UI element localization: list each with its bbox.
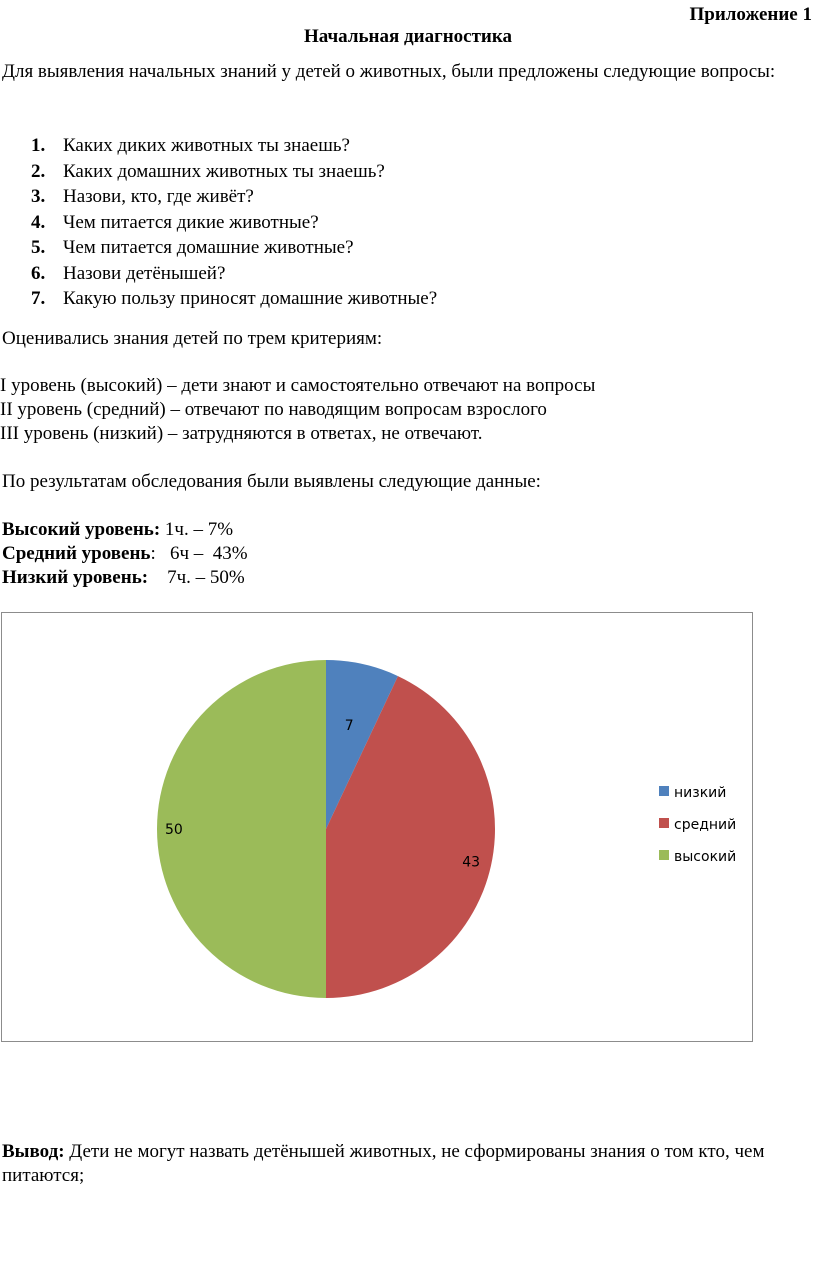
legend-swatch <box>659 786 669 796</box>
question-text: Каких домашних животных ты знаешь? <box>63 160 385 182</box>
list-number: 1. <box>31 135 46 156</box>
data-label: 43 <box>462 854 481 871</box>
question-text: Каких диких животных ты знаешь? <box>63 135 350 156</box>
list-item <box>0 159 437 185</box>
data-label: 7 <box>344 718 354 735</box>
conclusion-label: Вывод: <box>2 1141 65 1162</box>
conclusion-paragraph <box>2 1140 812 1188</box>
pie-chart <box>2 613 752 1041</box>
list-item <box>0 235 437 261</box>
result-medium <box>2 542 248 566</box>
list-number: 2. <box>31 160 46 182</box>
question-text: Назови детёнышей? <box>63 262 226 284</box>
result-value: : 6ч – 43% <box>150 543 248 564</box>
result-label: Средний уровень <box>2 543 151 564</box>
criteria-intro: Оценивались знания детей по трем критериям: <box>2 328 383 349</box>
question-text: Чем питается домашние животные? <box>63 237 354 258</box>
result-value: 1ч. – 7% <box>160 519 234 540</box>
list-number: 4. <box>31 211 46 233</box>
legend-label: высокий <box>674 849 737 865</box>
chart-frame <box>1 612 753 1042</box>
question-text: Назови, кто, где живёт? <box>63 186 254 207</box>
questions-list <box>0 133 437 312</box>
level-line-3: III уровень (низкий) – затрудняются в ответах, не отвечают. <box>0 423 483 444</box>
list-item <box>0 133 437 159</box>
list-number: 6. <box>31 262 46 284</box>
list-item <box>0 261 437 287</box>
intro-paragraph: Для выявления начальных знаний у детей о животных, были предложены следующие вопросы: <box>2 61 776 82</box>
conclusion-text: Дети не могут назвать детёнышей животных, не сформированы знания о том кто, чем питаются; <box>2 1141 765 1186</box>
list-item <box>0 286 437 312</box>
level-line-1: I уровень (высокий) – дети знают и самостоятельно отвечают на вопросы <box>0 375 596 396</box>
legend-swatch <box>659 850 669 860</box>
list-item <box>0 184 437 210</box>
list-number: 7. <box>31 288 46 309</box>
list-item <box>0 210 437 236</box>
result-low <box>2 566 245 590</box>
question-text: Чем питается дикие животные? <box>63 211 319 233</box>
page-title: Начальная диагностика <box>303 26 513 47</box>
legend-label: низкий <box>674 785 727 801</box>
list-number: 5. <box>31 237 46 258</box>
result-label: Низкий уровень: <box>2 567 149 588</box>
legend-swatch <box>659 818 669 828</box>
result-label: Высокий уровень: <box>2 519 161 540</box>
results-intro: По результатам обследования были выявлены следующие данные: <box>2 471 541 492</box>
appendix-label: Приложение 1 <box>689 4 812 25</box>
data-label: 50 <box>164 822 183 838</box>
legend-label: средний <box>674 817 737 833</box>
list-number: 3. <box>31 186 46 207</box>
result-high <box>2 518 233 542</box>
question-text: Какую пользу приносят домашние животные? <box>63 288 438 309</box>
result-value: 7ч. – 50% <box>148 567 245 588</box>
level-line-2: II уровень (средний) – отвечают по наводящим вопросам взрослого <box>0 399 547 420</box>
